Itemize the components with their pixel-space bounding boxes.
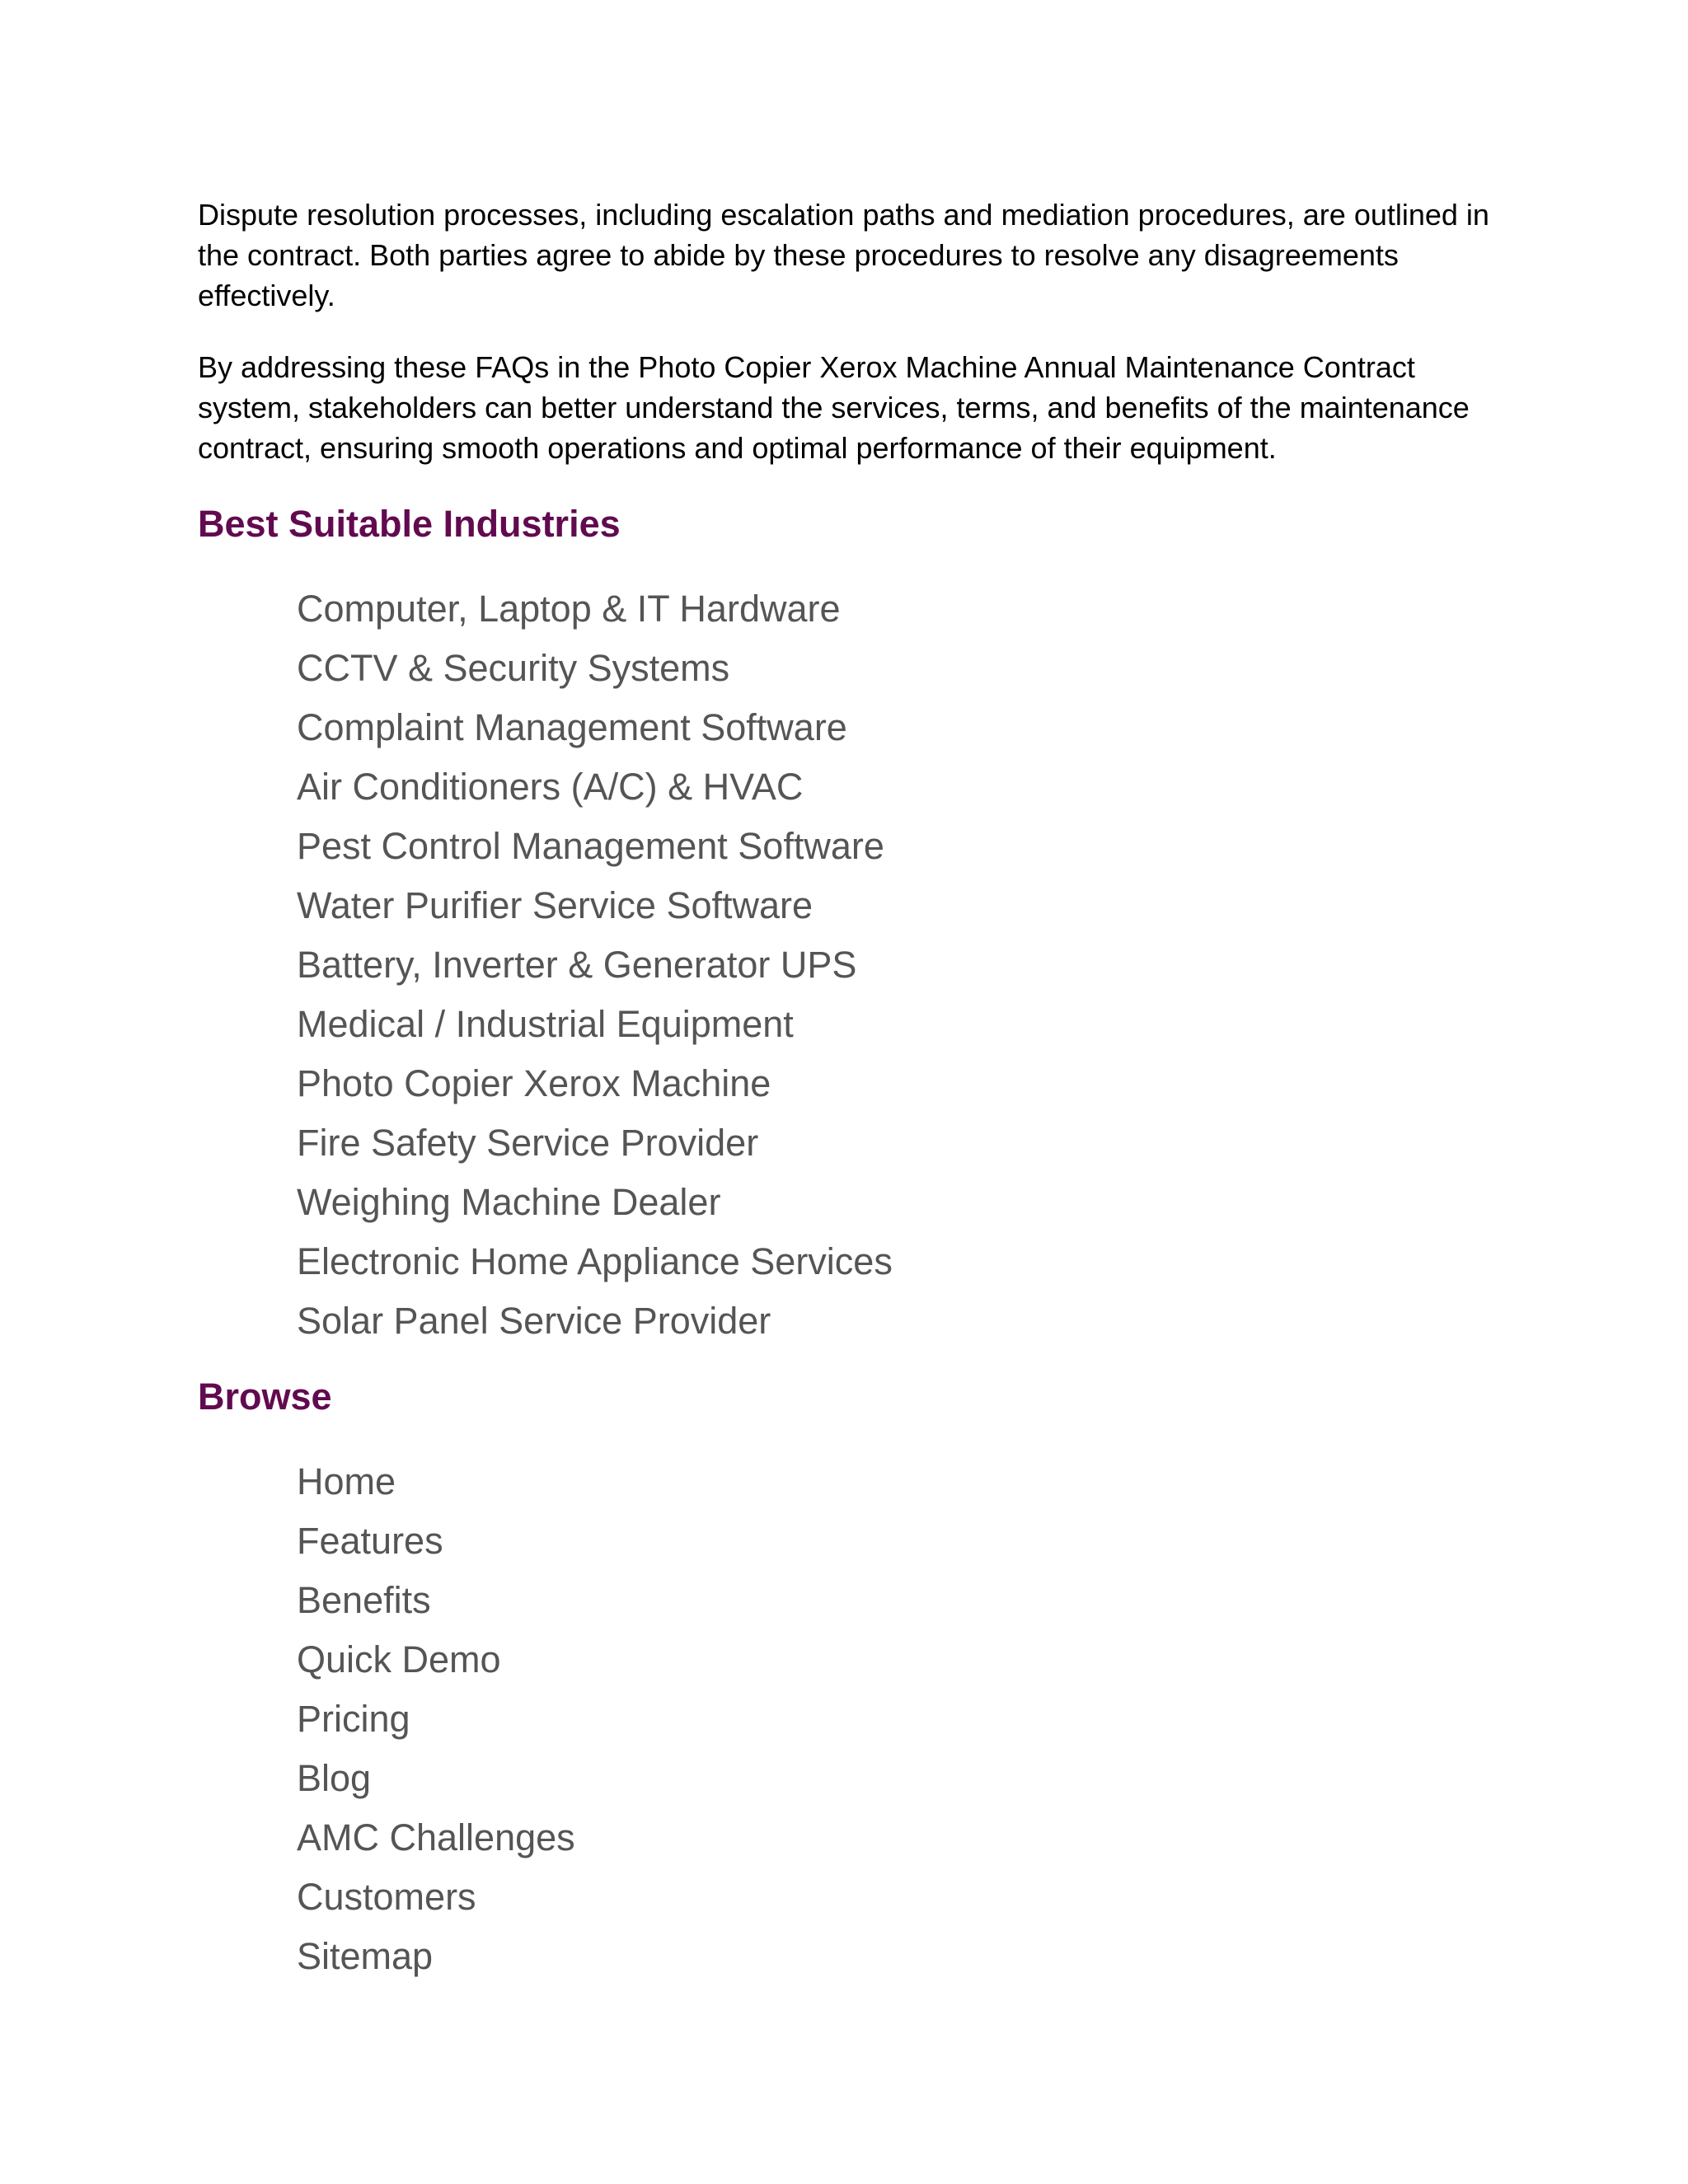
section-heading-industries: Best Suitable Industries — [198, 503, 621, 545]
industry-link[interactable]: Water Purifier Service Software — [297, 884, 814, 926]
section-heading-browse: Browse — [198, 1376, 332, 1418]
browse-link-quick-demo[interactable]: Quick Demo — [297, 1638, 501, 1680]
browse-link-sitemap[interactable]: Sitemap — [297, 1935, 434, 1977]
browse-link-customers[interactable]: Customers — [297, 1876, 476, 1918]
industry-link[interactable]: Medical / Industrial Equipment — [297, 1003, 794, 1045]
browse-link-amc-challenges[interactable]: AMC Challenges — [297, 1816, 575, 1858]
industry-link[interactable]: CCTV & Security Systems — [297, 647, 730, 689]
industry-link[interactable]: Computer, Laptop & IT Hardware — [297, 588, 841, 630]
industry-link[interactable]: Pest Control Management Software — [297, 825, 884, 867]
browse-link-pricing[interactable]: Pricing — [297, 1698, 410, 1740]
industry-link[interactable]: Battery, Inverter & Generator UPS — [297, 944, 857, 986]
industry-link[interactable]: Fire Safety Service Provider — [297, 1122, 759, 1164]
industry-link[interactable]: Solar Panel Service Provider — [297, 1300, 771, 1342]
browse-link-home[interactable]: Home — [297, 1460, 396, 1502]
industries-list — [297, 579, 893, 1351]
browse-link-blog[interactable]: Blog — [297, 1757, 372, 1799]
industry-link[interactable]: Complaint Management Software — [297, 706, 847, 748]
industry-link[interactable]: Electronic Home Appliance Services — [297, 1240, 893, 1282]
industry-link[interactable]: Weighing Machine Dealer — [297, 1181, 721, 1223]
browse-link-features[interactable]: Features — [297, 1520, 443, 1562]
paragraph-faq-summary: By addressing these FAQs in the Photo Copier Xerox Machine Annual Maintenance Contract system, stakeholders can better understand the services, terms, and benefits of the maintenance contract, ensuring smooth operations and optimal performance of their equipment. — [198, 350, 1470, 465]
industry-link[interactable]: Air Conditioners (A/C) & HVAC — [297, 766, 804, 808]
browse-link-benefits[interactable]: Benefits — [297, 1579, 431, 1621]
industry-link[interactable]: Photo Copier Xerox Machine — [297, 1062, 771, 1104]
browse-list — [297, 1452, 575, 1986]
paragraph-dispute-resolution: Dispute resolution processes, including escalation paths and mediation procedures, are outlined in the contract. Both parties agree to abide by these procedures to resolve any disagreements effectively. — [198, 198, 1489, 312]
